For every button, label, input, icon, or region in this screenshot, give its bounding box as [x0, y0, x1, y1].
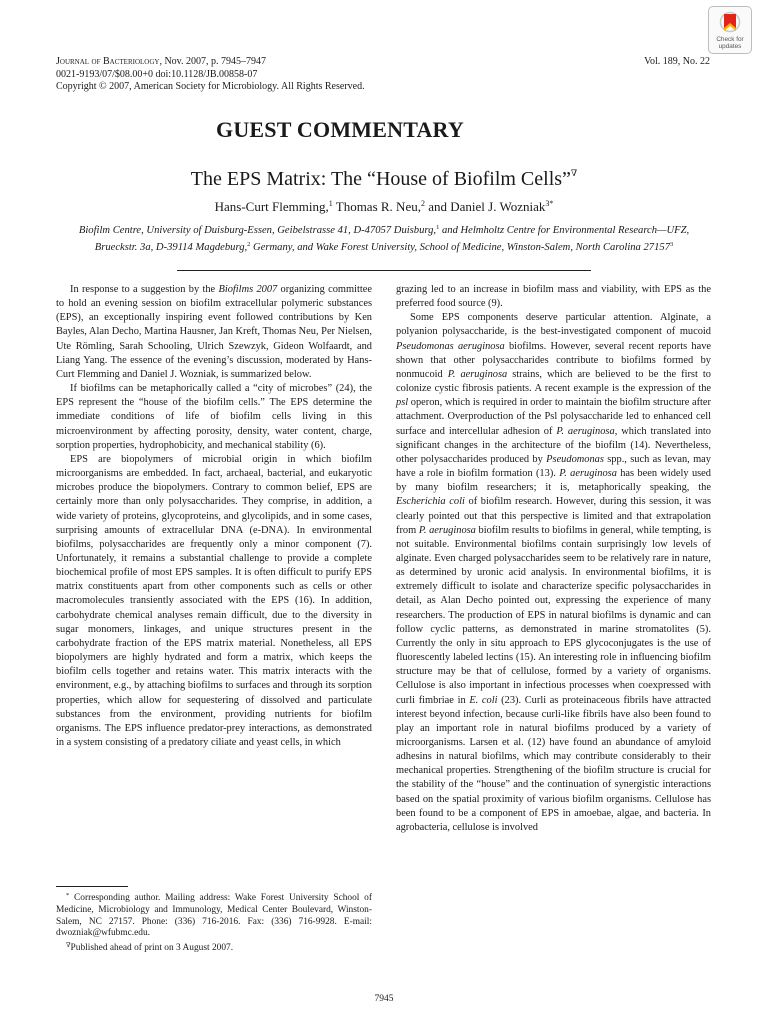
right-column [396, 283, 711, 835]
check-for-updates-badge[interactable] [708, 6, 752, 54]
title-footnote-mark: ∇ [570, 168, 578, 178]
publication-note: ∇Published ahead of print on 3 August 2007. [66, 942, 234, 954]
author-name: and Daniel J. Wozniak [424, 199, 546, 214]
body-paragraph: grazing led to an increase in biofilm mass and viability, with EPS as the preferred food source (9). [396, 284, 711, 310]
author-name: Thomas R. Neu, [332, 199, 421, 214]
journal-name: Journal of Bacteriology [56, 56, 160, 67]
body-paragraph: EPS are biopolymers of microbial origin in which biofilm microorganisms are embedded. In fact, archaeal, bacterial, and eukaryotic microbes produce the biopolymers. Contrary to common belief, EPS are certainly more than only polysaccharides. They comprise, in addition, a wide variety of proteins, glycoproteins, and glycolipids, and in some cases, surprising amounts of extracellular DNA (e-DNA). In environmental biofilms, polysaccharides are frequently only a minor component (7). Unfortunately, it remains a substantial challenge to provide a complete biochemical profile of most EPS samples. It is often difficult to purify EPS matrix constituents apart from other components such as cells or other macromolecules transiently associated with the EPS (16). In addition, carbohydrate chemical analyses remain difficult, due to the diversity in sugar monomers, linkages, and unique structures present in the carbohydrate fraction of the EPS matrix material. Nonetheless, all EPS biopolymers are highly hydrated and form a matrix, which keeps the biofilm cells together and retains water. This matrix interacts with the environment, e.g., by attaching biofilms to surfaces and through its sorption properties, which allow for sequestering of dissolved and particulate substances from the environment, providing nutrients for biofilm organisms. The EPS influence predator-prey interactions, as demonstrated in a system consisting of a predatory ciliate and yeast cells, in which [56, 453, 372, 748]
page-number: 7945 [374, 994, 394, 1004]
journal-citation: Journal of Bacteriology, Nov. 2007, p. 7945–7947 [56, 56, 267, 67]
article-title: The EPS Matrix: The “House of Biofilm Cells”∇ [190, 168, 578, 190]
left-column [56, 283, 372, 750]
copyright-line: Copyright © 2007, American Society for Microbiology. All Rights Reserved. [56, 81, 365, 92]
section-heading: GUEST COMMENTARY [216, 117, 464, 142]
check-for-updates-icon [719, 11, 741, 35]
affiliations: Biofilm Centre, University of Duisburg-Essen, Geibelstrasse 41, D-47057 Duisburg,$^1$ and Helmholtz Centre for Environmental Research—UFZ, Brueckstr. 3a, D-39114 Magdeburg,$^2$ Germany, and Wake Forest University, School of Medicine, Winston-Salem, North Carolina 27157$^3$ [78, 224, 690, 253]
body-paragraph: If biofilms can be metaphorically called a “city of microbes” (24), the EPS represent the “house of the biofilm cells.” The EPS determine the immediate conditions of life of biofilm cells living in this microenvironment by affecting porosity, density, water content, charge, sorption properties, hydrophobicity, and mechanical stability (6). [56, 383, 372, 451]
footnote-divider [56, 886, 128, 887]
title-divider [177, 270, 591, 271]
badge-label: Check for updates [716, 36, 744, 50]
body-paragraph: Some EPS components deserve particular attention. Alginate, a polyanion polysaccharide, is the best-investigated component of mucoid Pseudomonas aeruginosa biofilms. However, several recent reports have shown that other polysaccharides contribute to biofilms formed by nonmucoid P. aeruginosa strains, which are believed to be the first to colonize cystic fibrosis patients. A recent example is the expression of the psl operon, which is required in order to maintain the biofilm structure after attachment. Overproduction of the Psl polysaccharide led to enhanced cell surface and intercellular adhesion of P. aeruginosa, which translated into significant changes in the architecture of the biofilm (14). Nevertheless, other polysaccharides produced by Pseudomonas spp., such as levan, may have a role in biofilm formation (13). P. aeruginosa has been widely used by many biofilm researchers; it is, metaphorically speaking, the Escherichia coli of biofilm research. However, during this session, it was clearly pointed out that this perspective is limited and that extrapolation from P. aeruginosa biofilm results to biofilms in general, while tempting, is not suitable. Environmental biofilms contain surprisingly low levels of alginate. Even charged polysaccharides seem to be relatively rare in nature, as determined by uronic acid analysis. In environmental biofilms, it is extremely difficult to isolate and characterize specific polysaccharides in detail, as Alan Decho pointed out, expressing the experience of many researchers. The production of EPS in natural biofilms is dynamic and can follow cyclic patterns, as demonstrated in marine stromatolites (5). Currently the only in situ approach to EPS glycoconjugates is the use of fluorescently labeled lectins (15). An interesting role in influencing biofilm structure may be that of cellulose, formed by a variety of organisms. Cellulose is also important in infectious processes when coexpressed with curli fimbriae in E. coli (23). Curli as proteinaceous fibrils have attracted interest beyond infection, because curli-like fibrils have also been found to play an important role in natural biofilms produced by a variety of microorganisms. Larsen et al. (12) have found an abundance of amyloid adhesins in natural biofilms, which may contribute considerably to their mechanical properties. Strengthening of the biofilm structure is crucial for the stability of the “house” and the continuation of synergistic interactions based on the spatial proximity of various biofilm organisms. Cellulose has been found to be a component of EPS in amoebae, algae, and bacteria. In agrobacteria, cellulose is involved [396, 312, 711, 833]
volume-info: Vol. 189, No. 22 [644, 56, 710, 67]
journal-header [56, 56, 365, 94]
author-list: Hans-Curt Flemming,$^1$ Thomas R. Neu,$^2$ and Daniel J. Wozniak$^{3*}$ [214, 199, 554, 214]
footnotes [56, 890, 372, 955]
author-name: Hans-Curt Flemming, [214, 199, 329, 214]
body-paragraph: In response to a suggestion by the Biofilms 2007 organizing committee to hold an evening session on biofilm extracellular polymeric substances (EPS), an exceptionally inspiring event followed contributions by Ken Bayles, Alan Decho, Martina Hausner, Jan Kreft, Thomas Neu, Per Nielsen, Ute Römling, Sarah Schooling, Ulrich Szewzyk, Gideon Wolfaardt, and Liang Yang. The essence of the evening’s discussion, moderated by Hans-Curt Flemming and Daniel J. Wozniak, is summarized below. [56, 284, 372, 380]
issn-doi: 0021-9193/07/$08.00+0 doi:10.1128/JB.00858-07 [56, 68, 258, 80]
corresponding-author-note: * Corresponding author. Mailing address: Wake Forest University School of Medicine, Microbiology and Immunology, Medical Center Boulevard, Winston-Salem, NC 27157. Phone: (336) 716-2016. Fax: (336) 716-9928. E-mail: dwozniak@wfubmc.edu. [56, 892, 372, 939]
